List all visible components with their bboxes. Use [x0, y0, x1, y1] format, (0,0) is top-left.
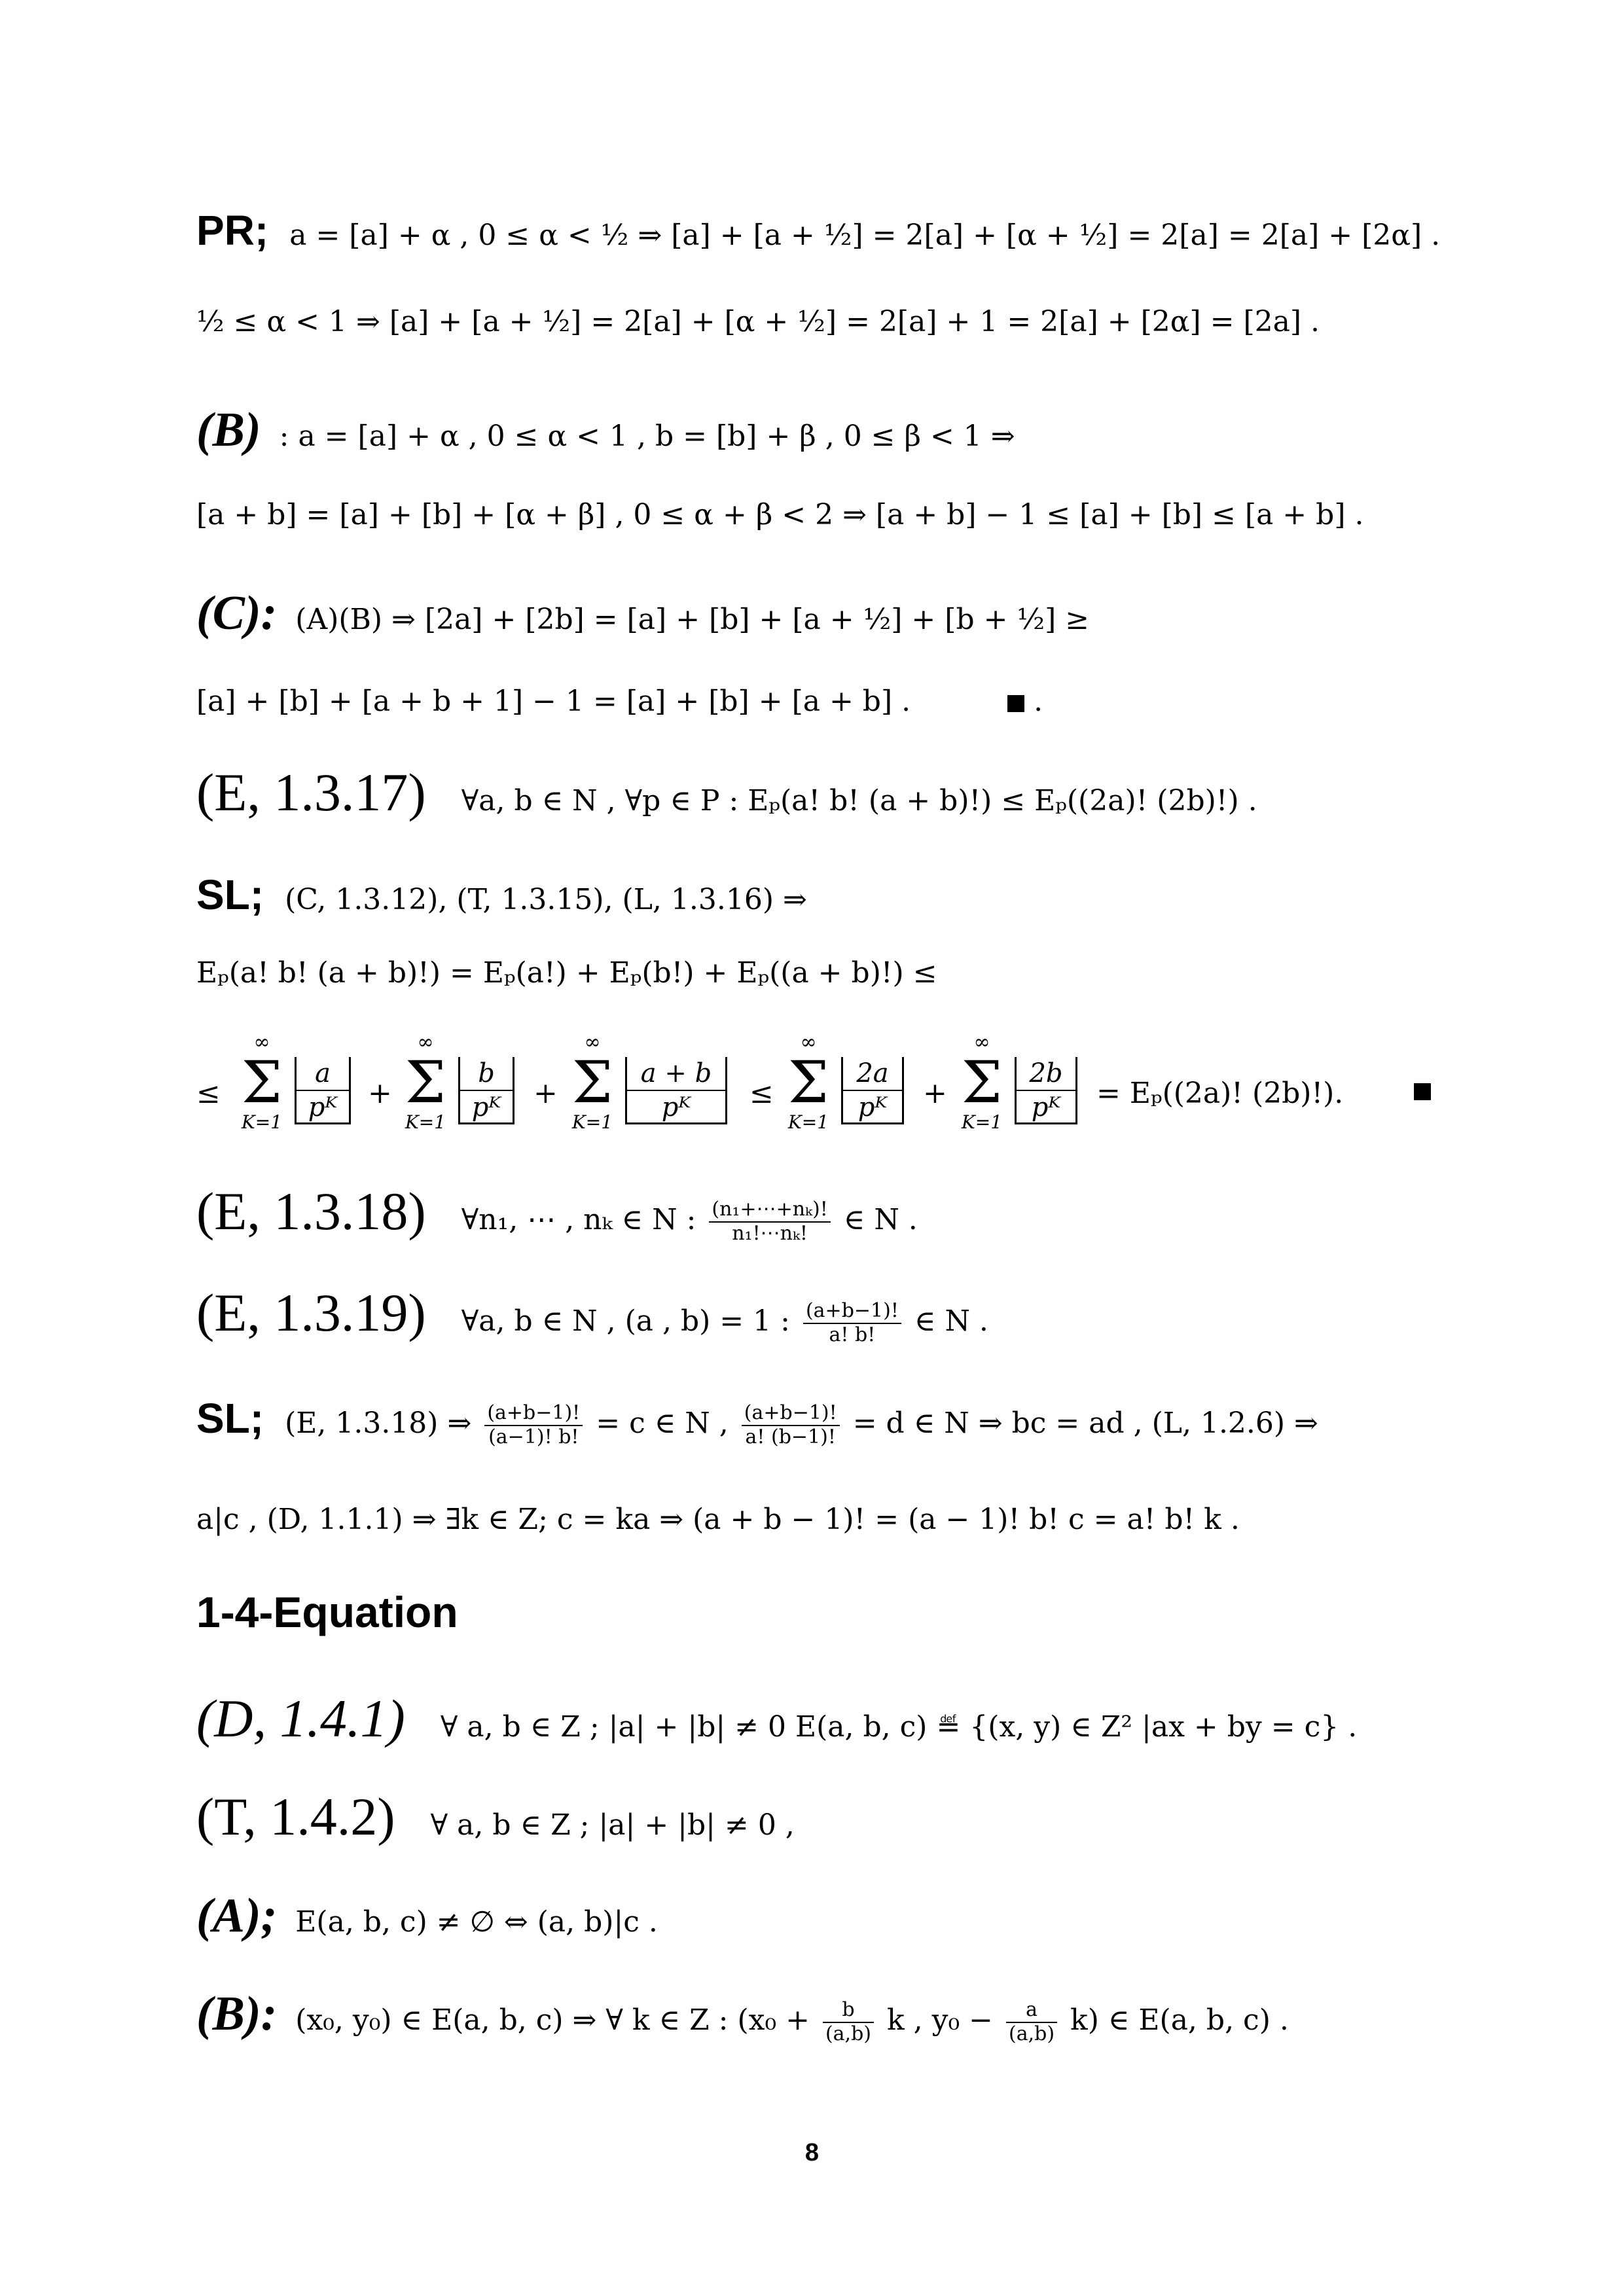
e1318-pre: ∀n₁, ⋯ , nₖ ∈ N : [461, 1203, 696, 1236]
t142-b-label: (B): [196, 1987, 278, 2041]
e1319-sl-equation-2: a|c , (D, 1.1.1) ⇒ ∃k ∈ Z; c = ka ⇒ (a + b − 1)! = (a − 1)! b! c = a! b! k . [196, 1503, 1240, 1536]
e1318-statement [196, 1181, 918, 1245]
e1319-sl-mid-1: = c ∈ N , [596, 1407, 729, 1440]
pr-equation-2: ½ ≤ α < 1 ⇒ [a] + [a + ½] = 2[a] + [α + ½] = 2[a] + 1 = 2[a] + [2α] = [2a] . [196, 305, 1320, 338]
sum-sigma-3: ∞ Σ K=1 [571, 1031, 613, 1133]
sum-result: = Eₚ((2a)! (2b)!). [1096, 1077, 1344, 1110]
qed-square-icon [1007, 695, 1024, 712]
pr-equation-1: a = [a] + α , 0 ≤ α < ½ ⇒ [a] + [a + ½] = 2[a] + [α + ½] = 2[a] = 2[a] + [2α] . [289, 219, 1441, 252]
e1319-sl-label: SL; [196, 1395, 264, 1442]
sum-sigma-2: ∞ Σ K=1 [405, 1031, 446, 1133]
t142-tag: (T, 1.4.2) [196, 1787, 395, 1846]
d141-text: ∀ a, b ∈ Z ; |a| + |b| ≠ 0 E(a, b, c) ≝ {(x, y) ∈ Z² |ax + by = c} . [440, 1710, 1358, 1744]
e1318-post: ∈ N . [843, 1203, 918, 1236]
b-label: (B) [196, 403, 261, 457]
b-equation-2: [a + b] = [a] + [b] + [α + β] , 0 ≤ α + β < 2 ⇒ [a + b] − 1 ≤ [a] + [b] ≤ [a + b] . [196, 498, 1364, 531]
pr-line-2 [196, 305, 1320, 338]
e1319-fraction: $\frac{(a+b-1)!}{a! b!}$ [803, 1300, 901, 1346]
c-line-1 [196, 586, 1090, 640]
t142-b-fraction-1: $\frac{b}{(a,b)}$ [823, 1999, 874, 2045]
e1319-sl-fraction-1: $\frac{(a+b-1)!}{(a-1)! b!}$ [484, 1402, 583, 1448]
page-number: 8 [804, 2139, 820, 2166]
sum-bracket-2: b pᴷ [458, 1057, 514, 1124]
qed-square-icon-2 [1414, 1083, 1431, 1100]
e1317-sl-label: SL; [196, 871, 264, 918]
c-line-2 [196, 687, 1043, 716]
sum-bracket-3: a + b pᴷ [625, 1057, 727, 1124]
c-equation-1: (A)(B) ⇒ [2a] + [2b] = [a] + [b] + [a + ½] + [b + ½] ≥ [295, 603, 1090, 636]
t142-b-line [196, 1987, 1289, 2045]
sum-bracket-4: 2a pᴷ [841, 1057, 904, 1124]
d141-tag: (D, 1.4.1) [196, 1689, 405, 1748]
section-heading: 1-4-Equation [196, 1588, 458, 1636]
e1317-statement [196, 762, 1257, 822]
t142-b-post: k) ∈ E(a, b, c) . [1070, 2003, 1289, 2037]
t142-a-label: (A); [196, 1889, 278, 1943]
e1318-tag: (E, 1.3.18) [196, 1181, 426, 1241]
e1317-sl-equation-1: (C, 1.3.12), (T, 1.3.15), (L, 1.3.16) ⇒ [285, 883, 807, 916]
e1318-fraction: $\frac{\text{(n₁+⋯+nₖ)!}}{\text{n₁!⋯nₖ!}}$ [709, 1198, 830, 1245]
t142-a-line [196, 1889, 658, 1943]
t142-text: ∀ a, b ∈ Z ; |a| + |b| ≠ 0 , [430, 1808, 795, 1842]
sum-bracket-5: 2b pᴷ [1015, 1057, 1077, 1124]
e1317-sl-line-2 [196, 956, 937, 990]
e1317-sl-line-1 [196, 871, 807, 918]
e1319-pre: ∀a, b ∈ N , (a , b) = 1 : [461, 1304, 790, 1338]
t142-b-mid: k , y₀ − [887, 2003, 993, 2037]
e1319-tag: (E, 1.3.19) [196, 1283, 426, 1342]
sum-expression: ≤ ∞ Σ K=1 a pᴷ + ∞ Σ K=1 b pᴷ + ∞ Σ K=1 a + b pᴷ ≤ ∞ Σ K=1 2a pᴷ + ∞ Σ K=1 2b pᴷ = Eₚ((2a)! (2b)!). [196, 1031, 1479, 1162]
e1319-post: ∈ N . [914, 1304, 988, 1338]
sum-sigma-5: ∞ Σ K=1 [961, 1031, 1003, 1133]
sum-sigma-4: ∞ Σ K=1 [787, 1031, 829, 1133]
c-equation-2: [a] + [b] + [a + b + 1] − 1 = [a] + [b] + [a + b] . [196, 685, 911, 718]
e1317-tag: (E, 1.3.17) [196, 762, 426, 822]
b-line-1 [196, 403, 1015, 457]
sum-sigma-1: ∞ Σ K=1 [241, 1031, 283, 1133]
c-end: . [1034, 685, 1043, 718]
c-label: (C): [196, 586, 278, 640]
b-line-2 [196, 498, 1364, 531]
e1319-statement [196, 1283, 988, 1346]
b-equation-1: : a = [a] + α , 0 ≤ α < 1 , b = [b] + β , 0 ≤ β < 1 ⇒ [279, 420, 1015, 453]
t142-statement [196, 1787, 795, 1846]
t142-b-pre: (x₀, y₀) ∈ E(a, b, c) ⇒ ∀ k ∈ Z : (x₀ + [295, 2003, 810, 2037]
sum-bracket-1: a pᴷ [295, 1057, 351, 1124]
e1319-sl-line-2 [196, 1505, 1240, 1534]
t142-b-fraction-2: $\frac{a}{(a,b)}$ [1006, 1999, 1057, 2045]
e1319-sl-mid-2: = d ∈ N ⇒ bc = ad , (L, 1.2.6) ⇒ [852, 1407, 1318, 1440]
pr-label: PR; [196, 207, 269, 254]
e1317-sl-equation-2: Eₚ(a! b! (a + b)!) = Eₚ(a!) + Eₚ(b!) + Eₚ((a + b)!) ≤ [196, 956, 937, 990]
pr-line-1 [196, 207, 1441, 254]
e1319-sl-line-1 [196, 1397, 1318, 1448]
d141-statement [196, 1689, 1358, 1748]
e1319-sl-pre: (E, 1.3.18) ⇒ [285, 1407, 472, 1440]
e1317-text: ∀a, b ∈ N , ∀p ∈ P : Eₚ(a! b! (a + b)!) ≤ Eₚ((2a)! (2b)!) . [461, 784, 1257, 817]
e1319-sl-fraction-2: $\frac{(a+b-1)!}{a! (b-1)!}$ [742, 1402, 840, 1448]
t142-a-text: E(a, b, c) ≠ ∅ ⇔ (a, b)|c . [295, 1905, 658, 1939]
